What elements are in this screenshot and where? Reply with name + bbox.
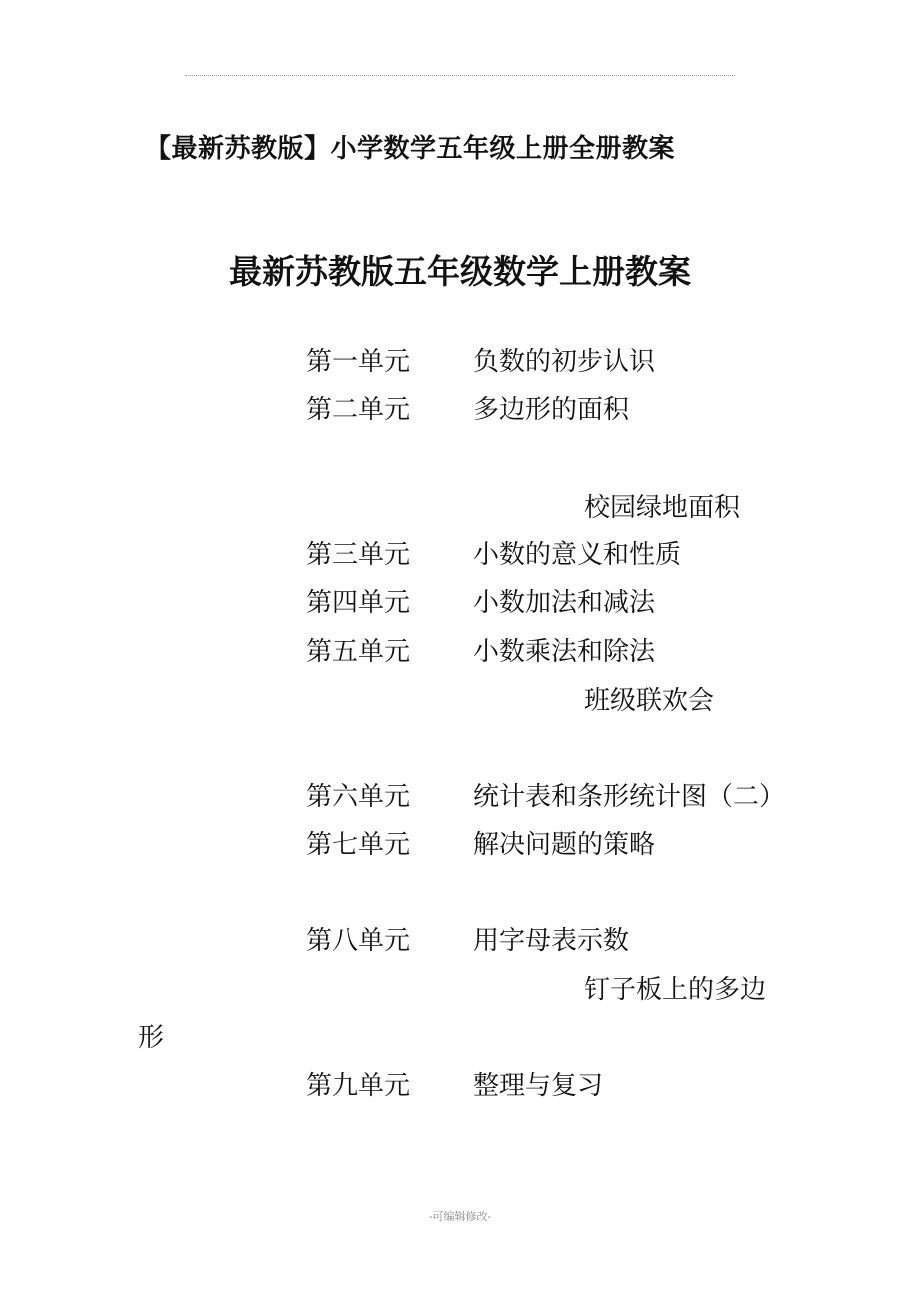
toc-unit-8-topic: 用字母表示数 — [473, 926, 630, 956]
toc-activity-nail-board: 钉子板上的多边 — [584, 975, 767, 1005]
toc-unit-3-topic: 小数的意义和性质 — [473, 540, 682, 570]
toc-unit-6-label: 第六单元 — [306, 782, 411, 812]
document-title: 【最新苏教版】小学数学五年级上册全册教案 — [145, 134, 676, 164]
header-rule — [185, 75, 735, 76]
toc-unit-2-label: 第二单元 — [306, 395, 411, 425]
toc-unit-5-label: 第五单元 — [306, 637, 411, 667]
toc-unit-1-label: 第一单元 — [306, 347, 411, 377]
toc-unit-8-label: 第八单元 — [306, 926, 411, 956]
toc-activity-class-party: 班级联欢会 — [584, 686, 715, 716]
toc-unit-9-topic: 整理与复习 — [473, 1071, 604, 1101]
page-footer: -可编辑修改- — [428, 1210, 492, 1223]
toc-activity-nail-board-continuation: 形 — [138, 1023, 165, 1053]
toc-unit-4-topic: 小数加法和减法 — [473, 588, 656, 618]
toc-unit-4-label: 第四单元 — [306, 588, 411, 618]
toc-unit-7-label: 第七单元 — [306, 830, 411, 860]
main-title: 最新苏教版五年级数学上册教案 — [229, 252, 691, 291]
toc-unit-6-topic: 统计表和条形统计图（二） — [473, 782, 786, 812]
toc-unit-2-topic: 多边形的面积 — [473, 395, 630, 425]
toc-unit-3-label: 第三单元 — [306, 540, 411, 570]
toc-unit-1-topic: 负数的初步认识 — [473, 347, 656, 377]
toc-unit-9-label: 第九单元 — [306, 1071, 411, 1101]
toc-unit-7-topic: 解决问题的策略 — [473, 830, 656, 860]
toc-activity-green-space: 校园绿地面积 — [584, 493, 741, 523]
toc-unit-5-topic: 小数乘法和除法 — [473, 637, 656, 667]
